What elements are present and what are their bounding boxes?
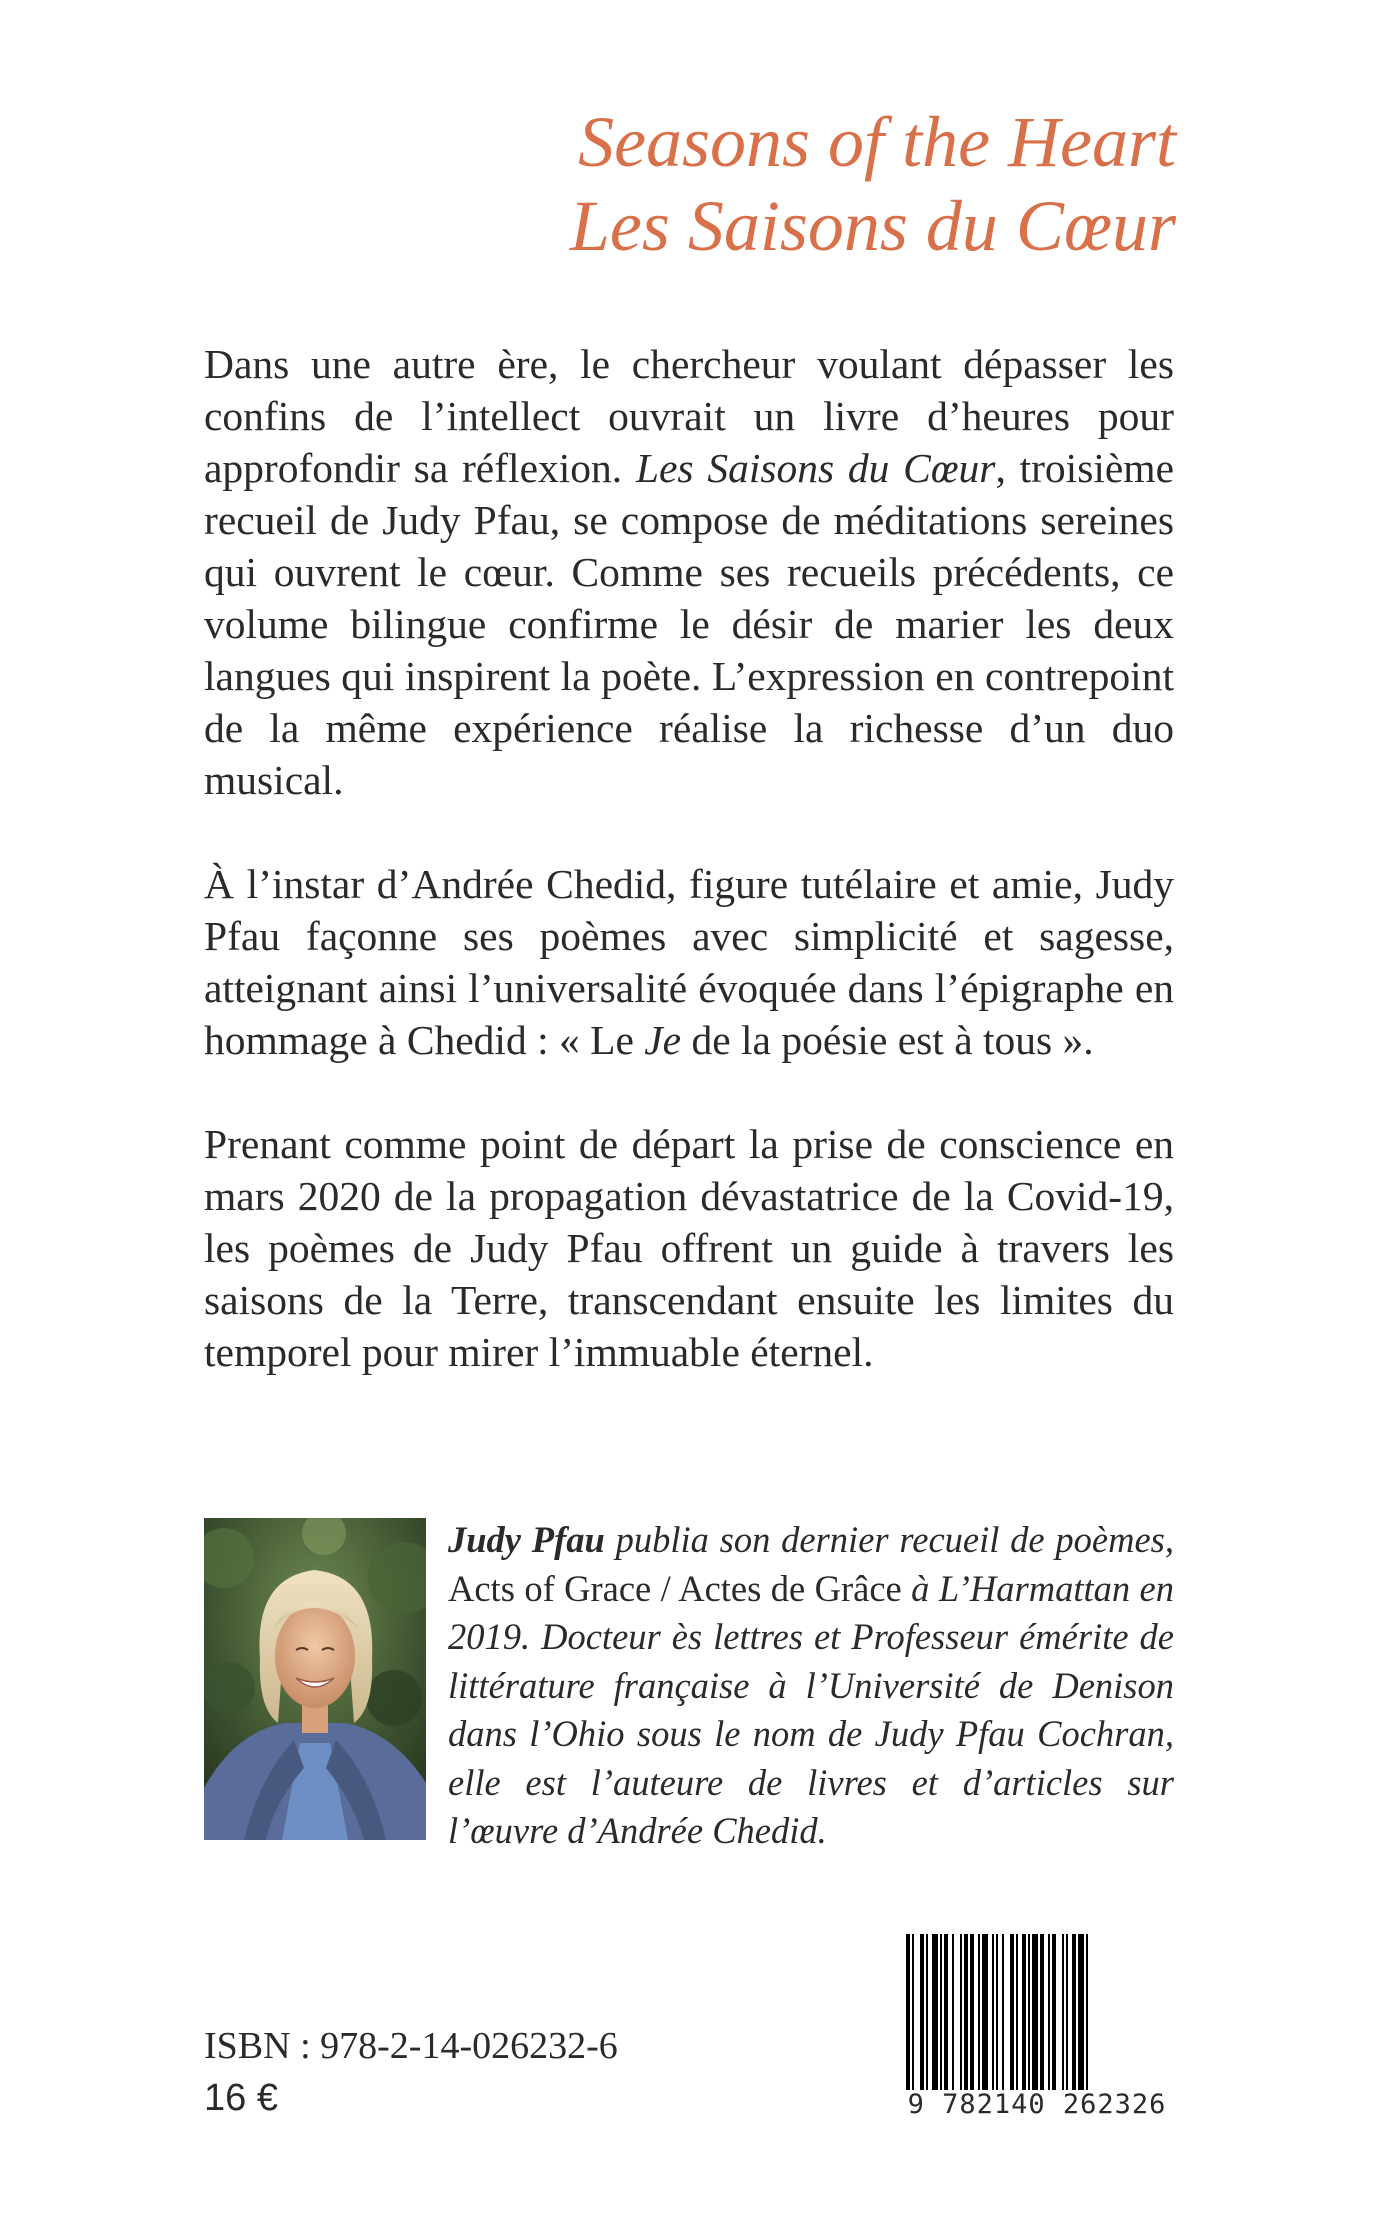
paragraph-2-text-a: À l’instar d’Andrée Chedid, figure tutélaire et amie, Judy Pfau façonne ses poèmes avec simplicité et sagesse, atteignant ainsi l’universalité évoquée dans l’épigraphe en hommage à Chedid : « Le: [204, 861, 1174, 1063]
barcode-bar: [1066, 1934, 1068, 2090]
barcode-bar: [970, 1934, 974, 2090]
description-paragraph-3: Prenant comme point de départ la prise de conscience en mars 2020 de la propagation dévastatrice de la Covid-19, les poèmes de Judy Pfau offrent un guide à travers les saisons de la Terre, transcendant ensuite les limites du temporel pour mirer l’immuable éternel.: [204, 1121, 1174, 1375]
barcode-bar: [1002, 1934, 1004, 2106]
barcode-bar: [940, 1934, 942, 2090]
price: 16 €: [204, 2077, 278, 2119]
barcode-bar: [1028, 1934, 1030, 2090]
barcode-bar: [978, 1934, 980, 2090]
paragraph-2-italic-je: Je: [644, 1017, 682, 1063]
bio-text-a: publia son dernier recueil de poèmes,: [604, 1519, 1174, 1560]
barcode-bar: [932, 1934, 938, 2090]
barcode-bar: [1032, 1934, 1038, 2090]
bio-author-name: Judy Pfau: [448, 1519, 605, 1560]
description-paragraph-2: [204, 858, 1174, 1066]
paragraph-1-text-a: Dans une autre ère, le chercheur voulant dépasser les confins de l’intellect ouvrait un livre d’heures pour approfondir sa réflexion.: [204, 341, 1174, 491]
author-bio: [448, 1516, 1174, 1856]
barcode-bar: [960, 1934, 962, 2090]
description-paragraph-1: [204, 338, 1174, 806]
barcode-bar: [952, 1934, 954, 2090]
isbn: ISBN : 978-2-14-026232-6: [204, 2025, 618, 2067]
barcode-bar: [1040, 1934, 1044, 2090]
barcode-bar: [920, 1934, 924, 2090]
barcode-bar: [1022, 1934, 1026, 2090]
author-portrait: [204, 1518, 426, 1840]
title-french: Les Saisons du Cœur: [569, 186, 1176, 266]
barcode-bar: [1048, 1934, 1050, 2090]
barcode-digits: 9 782140 262326: [900, 2090, 1174, 2120]
bio-text-b: à L’Harmattan en 2019. Docteur ès lettres et Professeur émérite de littérature française à l’Université de Denison dans l’Ohio sous le nom de Judy Pfau Cochran, elle est l’auteure de livres et d’articles sur l’œuvre d’Andrée Chedid.: [448, 1567, 1174, 1851]
bio-book-title: Acts of Grace / Actes de Grâce: [448, 1567, 902, 1609]
barcode-bar: [912, 1934, 914, 2106]
barcode-bar: [1086, 1934, 1088, 2106]
barcode-bar: [996, 1934, 998, 2106]
barcode-bar: [944, 1934, 948, 2090]
barcode-bar: [1016, 1934, 1018, 2090]
barcode-bar: [906, 1934, 910, 2106]
barcode-bar: [1052, 1934, 1056, 2090]
book-title-block: [570, 100, 1176, 268]
barcode-bar: [964, 1934, 968, 2090]
paragraph-1-italic-title: Les Saisons du Cœur: [635, 445, 996, 491]
barcode-bar: [982, 1934, 988, 2090]
paragraph-1-text-b: , troisième recueil de Judy Pfau, se compose de méditations sereines qui ouvrent le cœur. Comme ses recueils précédents, ce volume bilingue confirme le désir de marier les deux langues qui inspirent la poète. L’expression en contrepoint de la même expérience réalise la richesse d’un duo musical.: [204, 445, 1174, 803]
barcode: [900, 1930, 1174, 2114]
barcode-bar: [992, 1934, 994, 2090]
barcode-bar: [926, 1934, 928, 2090]
barcode-bar: [1072, 1934, 1076, 2090]
barcode-bar: [1010, 1934, 1014, 2090]
paragraph-2-text-b: de la poésie est à tous ».: [681, 1017, 1094, 1063]
barcode-bar: [1062, 1934, 1064, 2090]
barcode-bar: [1078, 1934, 1084, 2090]
title-english: Seasons of the Heart: [578, 102, 1176, 182]
